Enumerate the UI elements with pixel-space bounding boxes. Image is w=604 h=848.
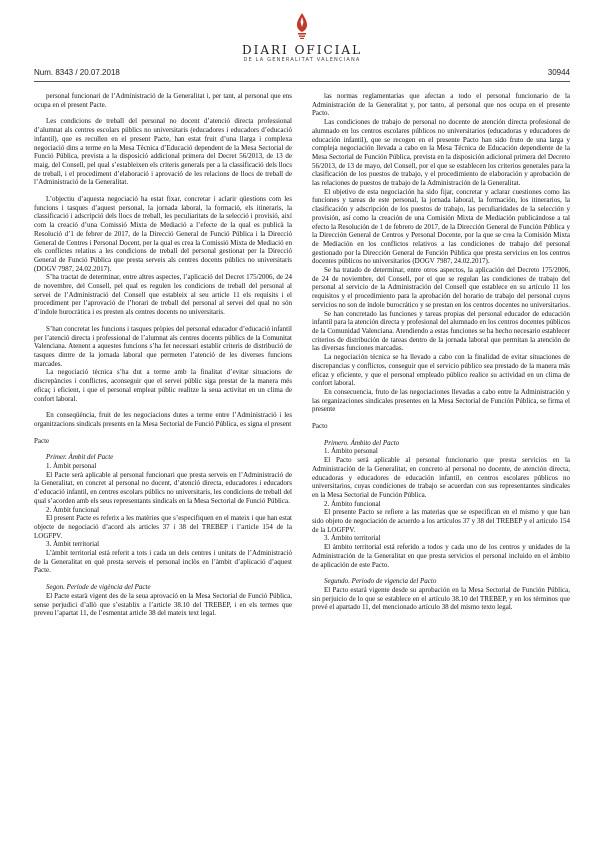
journal-logo [222,12,382,64]
section-heading: Primero. Ámbito del Pacto [324,438,400,447]
journal-title: DIARI OFICIAL [241,43,363,57]
paragraph: El Pacte serà aplicable al personal funcionari que presta serveis en l’Administració de la Generalitat, en concret al personal no docent, d’atenció directa, educadores i educadors d’educació infantil, en centres escolars públics no universitaris, les condicions de treball del qual s’acorden amb els seus representants sindicals en la Mesa Sectorial de Funció Pública. [34,470,292,505]
subsection-heading: 3. Ámbito territorial [324,534,381,543]
paragraph: La negociación técnica se ha llevado a cabo con la finalidad de evitar situaciones de discrepancias y conflictos, conseguir que el servicio público sea prestado de la manera más eficaz y eficiente, y que el personal empleado público realice su actividad en un clima de confort laboral. [312,353,570,388]
header-divider [34,81,570,82]
paragraph: La negociació tècnica s’ha dut a terme amb la finalitat d’evitar situacions de discrepàncies i conflictes, aconseguir que el servei públic siga prestat de la manera més eficaç i eficient, i que el personal empleat públic realitze la seua activitat en un clima de confort laboral. [34,368,292,403]
paragraph: Se han concretado las funciones y tareas propias del personal educador de educación infantil para la atención directa y profesional del alumnado en los centros docentes públicos de la Comunidad Valenciana. Atendiendo a estas funciones se ha hecho necesario establecer criterios de distribución de tareas dentro de la jornada laboral que permitan la atención de las diversas funciones marcadas. [312,309,570,353]
subsection-heading: 3. Àmbit territorial [46,540,100,549]
paragraph: S’han concretat les funcions i tasques pròpies del personal educador d’educació infantil per l’atenció directa i professional de l’alumnat als centres docents públics de la Comunitat Valenciana. Atenent a aquestes funcions s’ha fet necessari establir criteris de distribució de tasques dintre de la jornada laboral que permeten l’atenció de les diverses funcions marcades. [34,324,292,368]
column-spanish [312,92,570,612]
section-heading: Segundo. Periodo de vigencia del Pacto [324,577,437,586]
paragraph: El objetivo de esta negociación ha sido fijar, concretar y aclarar cuestiones como las funciones y tareas de este personal, la jornada laboral, la formación, los itinerarios, la clasificación y adscripción de los puestos de trabajo, las peculiaridades de la selección y provisión, así como la creación de una Comisión Mixta de Mediación publicándose a tal efecto la Resolución de 1 de febrero de 2017, de la Dirección General de Función Pública y la Dirección General de Centros y Personal Docente, por la que se crea la Comisión Mixta de Mediación en los conflictos relativos a las condiciones de trabajo del personal gestionado por la Dirección General de Función Pública que presta servicios en los centros docentes públicos no universitarios (DOGV 7987, 24.02.2017). [312,187,570,266]
paragraph: El Pacto será aplicable al personal funcionario que presta servicios en la Administración de la Generalitat, en concreto al personal no docente, de atención directa, educadoras y educadores de educación infantil, en centros escolares públicos no universitarios, cuyas condiciones de trabajo se acuerdan con sus representantes sindicales en la Mesa Sectorial de Función Pública. [312,456,570,499]
subsection-heading: 1. Ámbito personal [324,447,378,456]
journal-subtitle: DE LA GENERALITAT VALENCIANA [243,57,361,63]
paragraph: S’ha tractat de determinar, entre altres aspectes, l’aplicació del Decret 175/2006, de 24 de novembre, del Consell, pel qual es regulen les condicions de treball del personal al servei de l’Administració del Consell que estableix al seu article 11 els requisits i el procediment per l’aprovació de l’horari de treball del personal al servei del qual no són d’índole burocràtica i es presten als centres docents no universitaris. [34,273,292,317]
issue-number: Num. 8343 / 20.07.2018 [34,68,120,77]
column-valencian [34,92,292,618]
section-heading: Primer. Àmbit del Pacte [46,453,114,462]
paragraph: En conseqüència, fruit de les negociacions dutes a terme entre l’Administració i les organitzacions sindicals presents en la Mesa Sectorial de Funció Pública, es signa el present [34,411,292,428]
paragraph: Las condiciones de trabajo de personal no docente de atención directa profesional de alumnado en los centros escolares públicos no universitarios (educadoras y educadores de educación infantil), que se recogen en el presente Pacto han sido fruto de una larga y compleja negociación llevada a cabo en la Mesa Técnica de Educación dependiente de la Mesa Sectorial de Función Pública, prevista en la disposición adicional primera del Decreto 56/2013, de 13 de mayo, del Consell, por el que se establecen los criterios generales para la clasificación de los puestos de trabajo, y el procedimiento de elaboración y aprobación de las relaciones de puestos de trabajo de la Administración de la Generalitat. [312,118,570,188]
section-title-pacto: Pacto [312,422,328,431]
crest-icon [292,12,312,40]
paragraph: El ámbito territorial está referido a todos y cada uno de los centros y unidades de la Administración de la Generalitat en que presta servicios el personal incluido en el ámbito de aplicación de este Pacto. [312,543,570,569]
paragraph: personal funcionari de l’Administració de la Generalitat i, per tant, al personal que ens ocupa en el present Pacte. [34,92,292,109]
page-number: 30944 [547,68,570,77]
paragraph: Les condicions de treball del personal no docent d’atenció directa professional d’alumnat als centres escolars públics no universitaris (educadores i educadors d’educació infantil), que es recullen en el present Pacte, han estat fruit d’una llarga i complexa negociació dins a terme en la Mesa Tècnica d’Educació dependent de la Mesa Sectorial de Funció Pública, prevista a la disposició addicional primera del Decret 56/2013, de 13 de maig, del Consell, pel qual s’estableixen els criteris generals per a la classificació dels llocs de treball, i el procediment d’elaboració i aprovació de les relacions de llocs de treball de l’Administració de la Generalitat. [34,117,292,187]
section-title-pacte: Pacte [34,436,50,445]
subsection-heading: 2. Àmbit funcional [46,505,100,514]
paragraph: El Pacto estará vigente desde su aprobación en la Mesa Sectorial de Función Pública, sin perjuicio de lo que se establece en el artículo 38.10 del TREBEP, y en los términos que prevé el apartado 11, del mencionado artículo 38 del mismo texto legal. [312,585,570,612]
paragraph: Se ha tratado de determinar, entre otros aspectos, la aplicación del Decreto 175/2006, de 24 de noviembre, del Consell, por el que se regulan las condiciones de trabajo del personal al servicio de la Administración del Consell que establece en su artículo 11 los requisitos y el procedimiento para la aprobación del horario de trabajo del personal cuyos servicios no son de índole burocrático y se prestan en los centros docentes no universitarios. [312,266,570,309]
subsection-heading: 1. Àmbit personal [46,462,97,471]
paragraph: El Pacte estarà vigent des de la seua aprovació en la Mesa Sectorial de Funció Pública, sense perjudici d’allò que s’establix a l’article 38.10 del TREBEP, i en els termes que preveu l’apartat 11, de l’esmentat article 38 del mateix text legal. [34,591,292,618]
paragraph: las normas reglamentarias que afectan a todo el personal funcionario de la Administración de la Generalitat y, por tanto, al personal que nos ocupa en el presente Pacto. [312,92,570,118]
paragraph: El presente Pacto se refiere a las materias que se especifican en el mismo y que han sido objeto de negociación de acuerdo a los artículos 37 y 38 del TREBEP y el artículo 154 de la LOGFPV. [312,508,570,534]
page-header [34,12,570,80]
paragraph: En consecuencia, fruto de las negociaciones llevadas a cabo entre la Administración y las organizaciones sindicales presentes en la Mesa Sectorial de Función Pública, se firma el presente [312,387,570,414]
paragraph: L’objectiu d’aquesta negociació ha estat fixar, concretar i aclarir qüestions com les funcions i tasques d’aquest personal, la jornada laboral, la formació, els itineraris, la classificació i adscripció dels llocs de treball, les peculiaritats de la selecció i provisió, així com la creació d’una Comissió Mixta de Mediació a l’efecte de la qual es publicà la Resolució d’1 de febrer de 2017, de la Direcció General de Funció Pública i la Direcció General de Centres i Personal Docent, per la qual es crea la Comissió Mixta de Mediació en els conflictes relatius a les condicions de treball del personal gestionat per la Direcció General de Funció Pública que presta serveis als centres docents públics no universitaris (DOGV 7987, 24.02.2017). [34,195,292,273]
paragraph: El present Pacte es referix a les matèries que s’especifiquen en el mateix i que han estat objecte de negociació d’acord als articles 37 i 38 del TREBEP i l’article 154 de la LOGFPV. [34,514,292,540]
section-heading: Segon. Període de vigència del Pacte [46,583,151,592]
paragraph: L’àmbit territorial està referit a tots i cada un dels centres i unitats de l’Administració de la Generalitat en què presta serveis el personal inclòs en l’àmbit d’aplicació d’aquest Pacte. [34,549,292,575]
subsection-heading: 2. Ámbito funcional [324,499,381,508]
